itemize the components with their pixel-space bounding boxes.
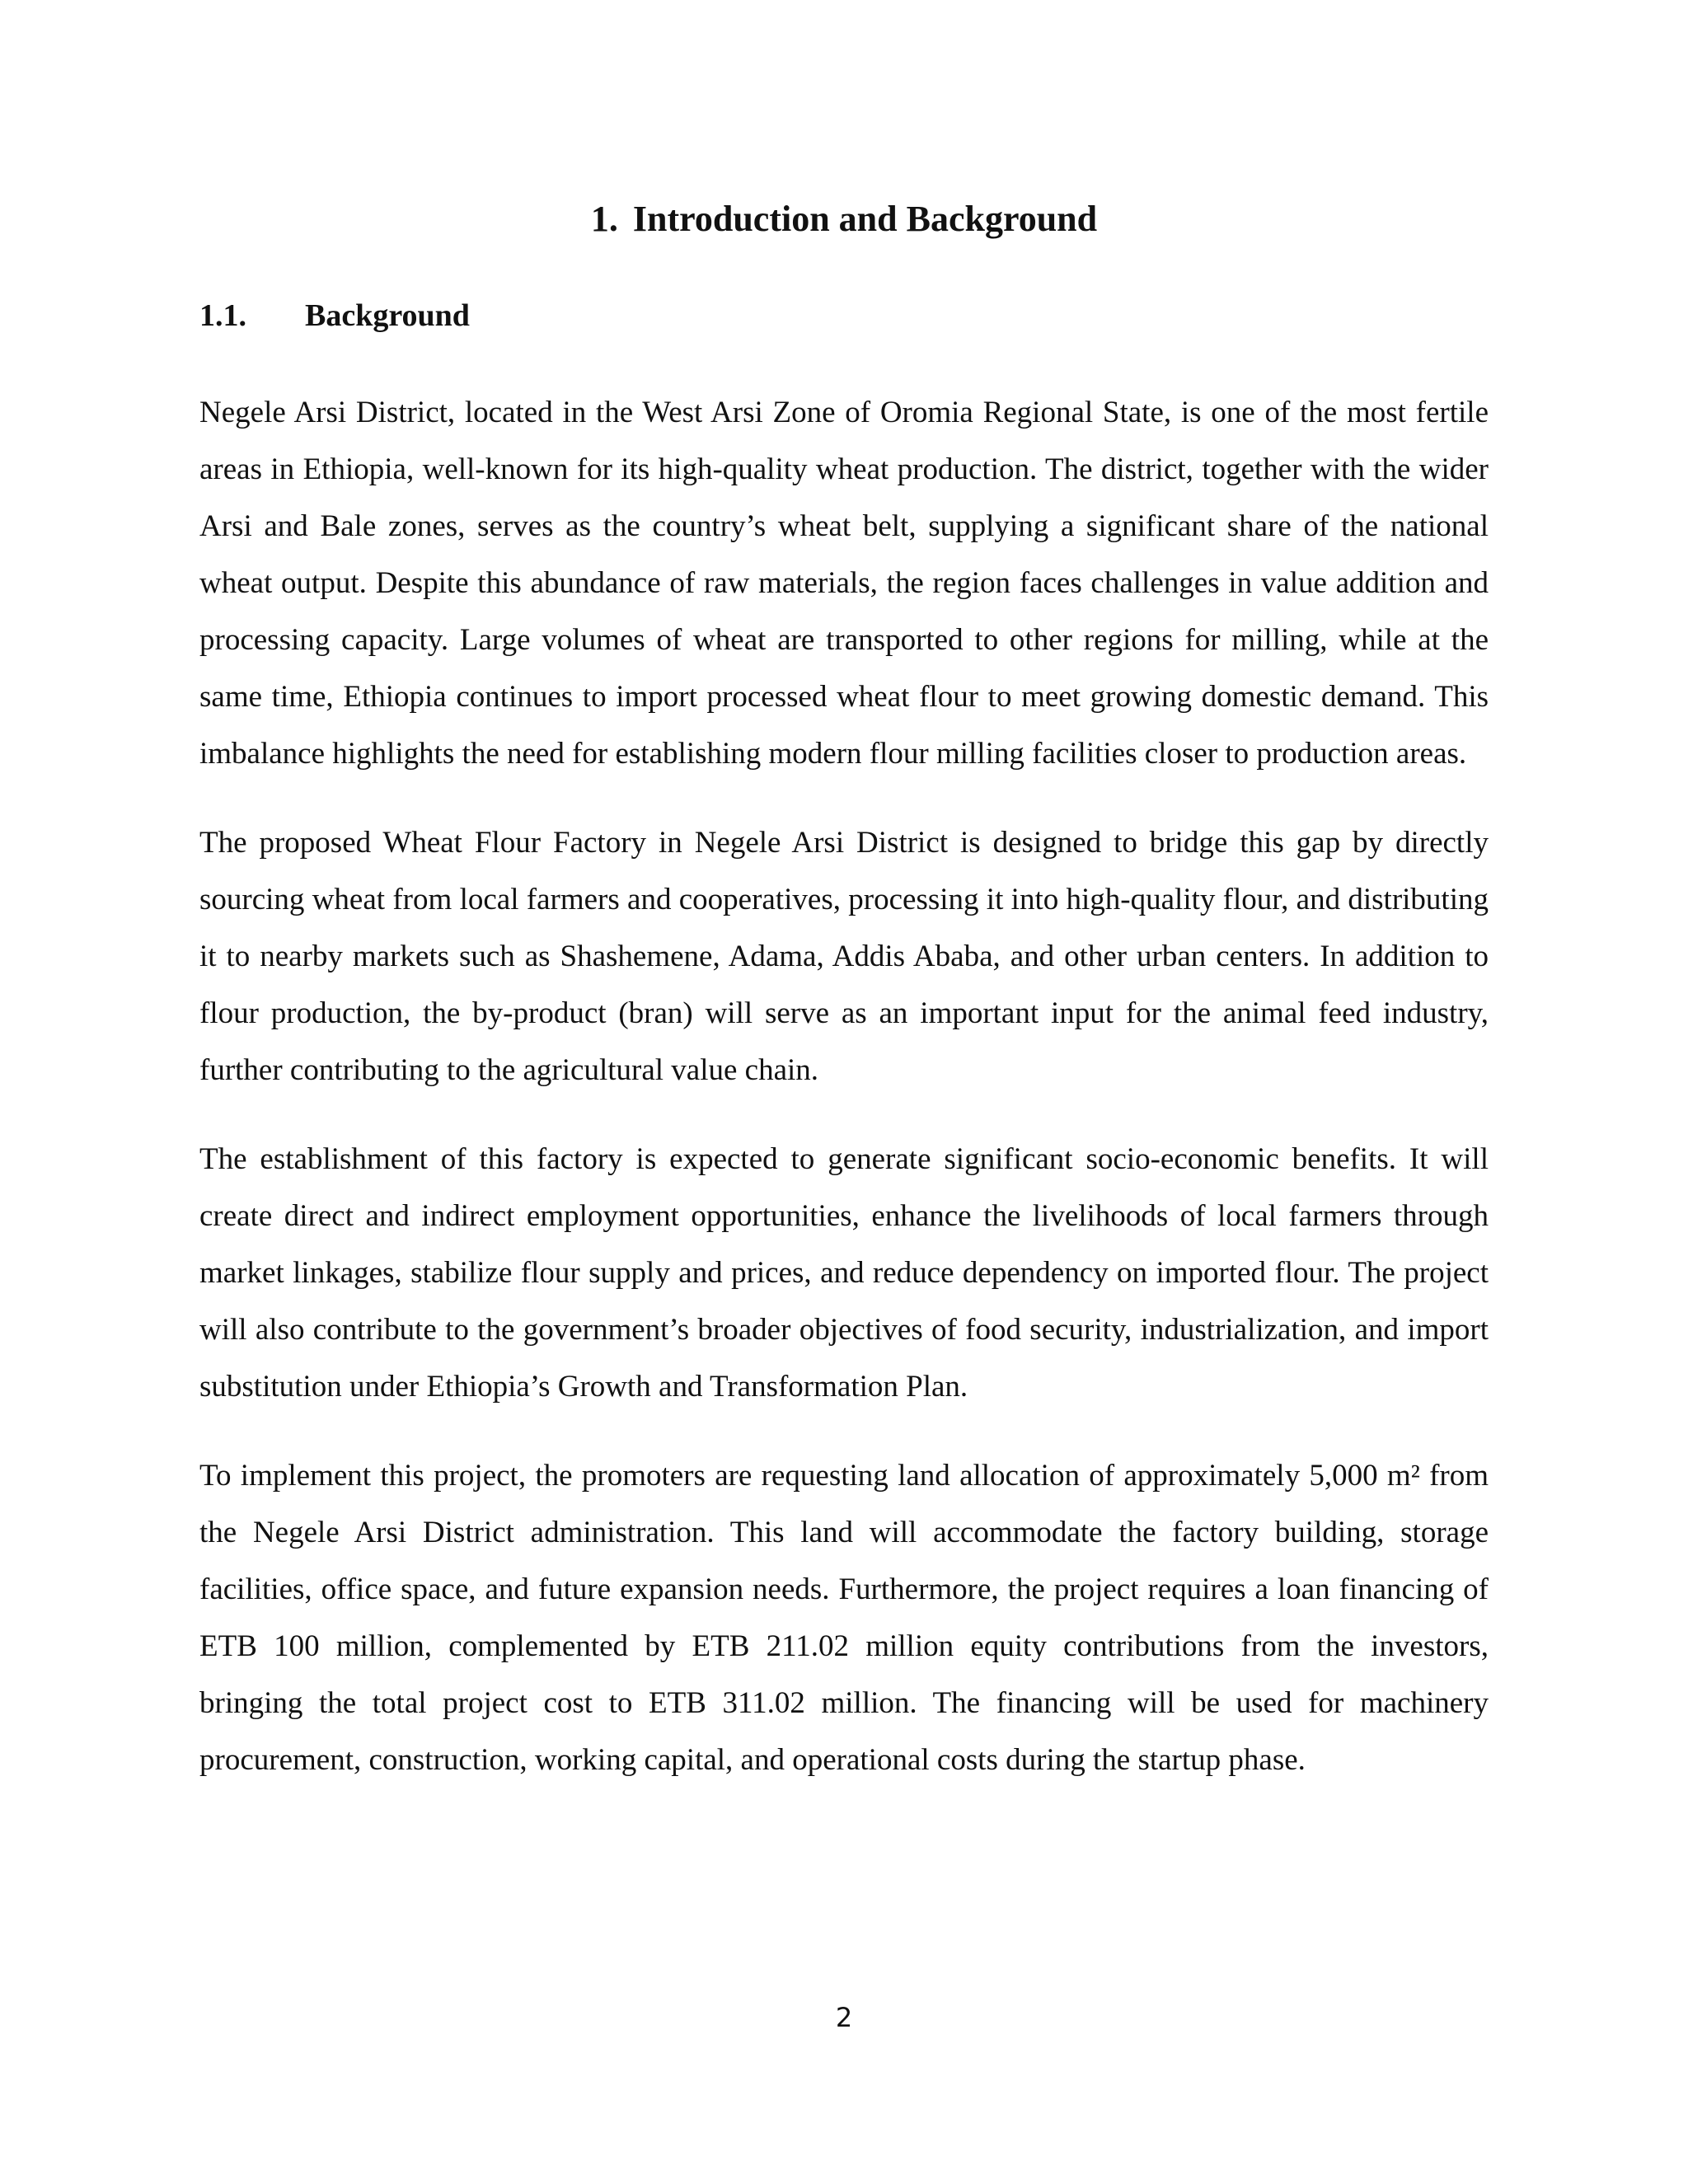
paragraph-1: Negele Arsi District, located in the West Arsi Zone of Oromia Regional State, is one of the most fertile areas in Ethiopia, well-known for its high-quality wheat production. The district, together with the wider Arsi and Bale zones, serves as the country’s wheat belt, supplying a significant share of the national wheat output. Despite this abundance of raw materials, the region faces challenges in value addition and processing capacity. Large volumes of wheat are transported to other regions for milling, while at the same time, Ethiopia continues to import processed wheat flour to meet growing domestic demand. This imbalance highlights the need for establishing modern flour milling facilities closer to production areas. <box>199 396 1489 771</box>
chapter-title-text: Introduction and Background <box>632 199 1098 239</box>
chapter-title <box>0 194 1688 244</box>
section-title-text: Background <box>305 298 470 333</box>
paragraph-3: The establishment of this factory is expected to generate significant socio-economic benefits. It will create direct and indirect employment opportunities, enhance the livelihoods of local farmers through market linkages, stabilize flour supply and prices, and reduce dependency on imported flour. The project will also contribute to the government’s broader objectives of food security, industrialization, and import substitution under Ethiopia’s Growth and Transformation Plan. <box>199 1142 1489 1404</box>
section-number: 1.1. <box>199 298 246 333</box>
chapter-number: 1. <box>590 199 618 239</box>
body-text <box>199 384 1489 1821</box>
paragraph-2: The proposed Wheat Flour Factory in Negele Arsi District is designed to bridge this gap by directly sourcing wheat from local farmers and cooperatives, processing it into high-quality flour, and distributing it to nearby markets such as Shashemene, Adama, Addis Ababa, and other urban centers. In addition to flour production, the by-product (bran) will serve as an important input for the animal feed industry, further contributing to the agricultural value chain. <box>199 826 1489 1087</box>
paragraph-4: To implement this project, the promoters are requesting land allocation of approximately 5,000 m² from the Negele Arsi District administration. This land will accommodate the factory building, storage facilities, office space, and future expansion needs. Furthermore, the project requires a loan financing of ETB 100 million, complemented by ETB 211.02 million equity contributions from the investors, bringing the total project cost to ETB 311.02 million. The financing will be used for machinery procurement, construction, working capital, and operational costs during the startup phase. <box>199 1459 1489 1777</box>
page-number: 2 <box>835 2002 853 2033</box>
section-heading <box>199 295 470 336</box>
